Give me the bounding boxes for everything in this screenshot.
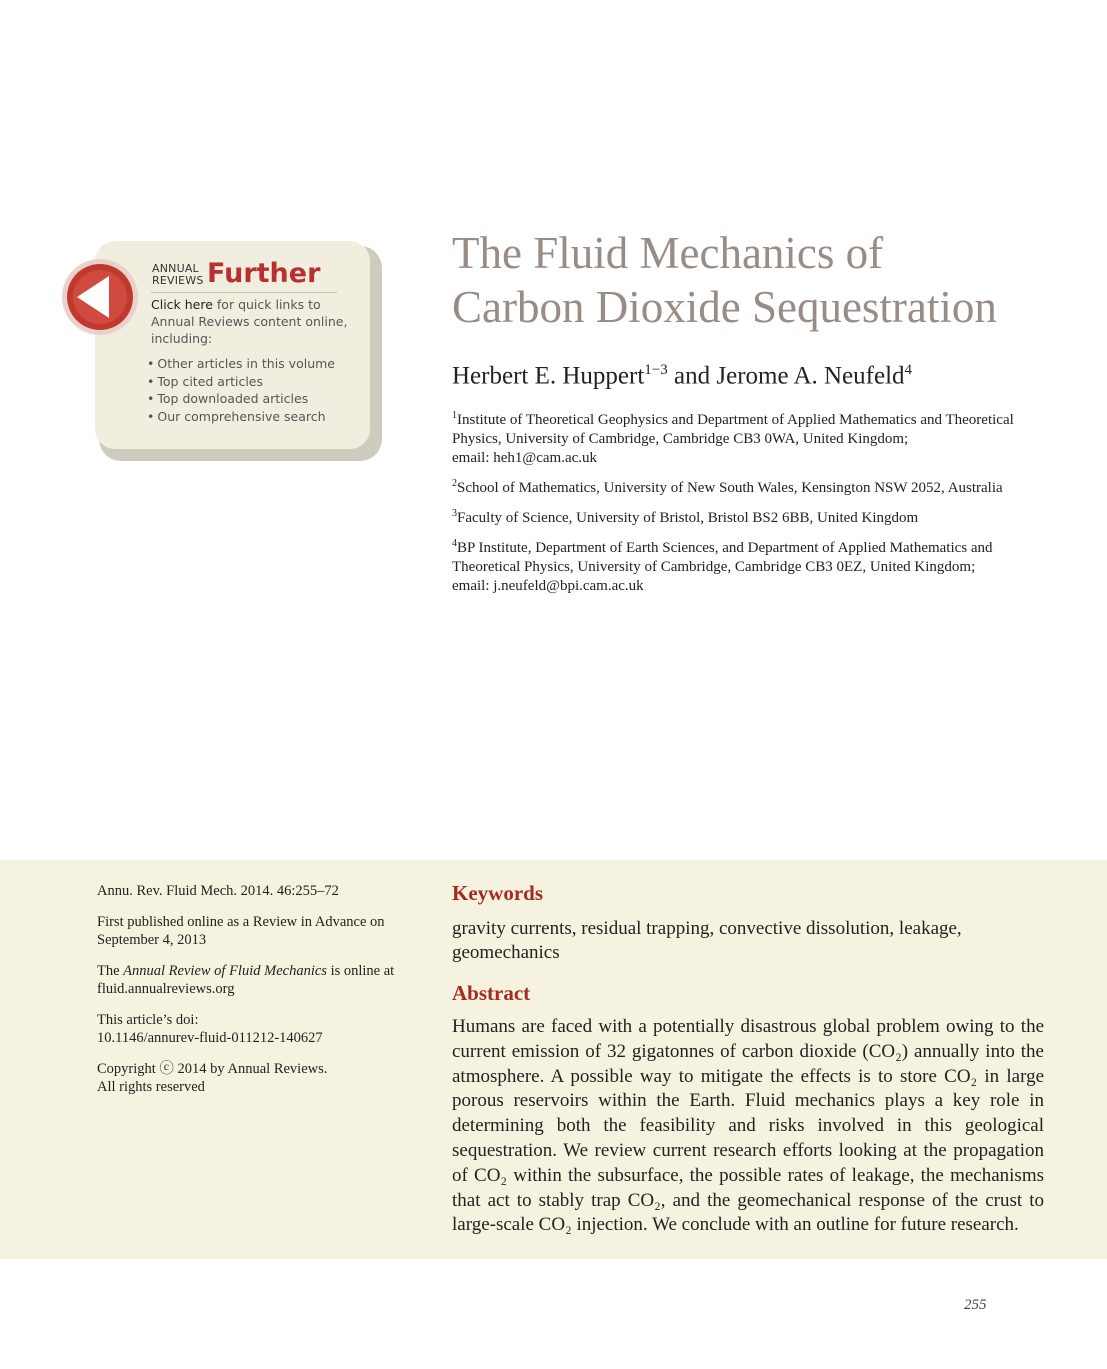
affiliation-number: 3 xyxy=(452,508,457,519)
keywords-text: gravity currents, residual trapping, convective dissolution, leakage, geomechanics xyxy=(452,918,962,963)
author-2: Jerome A. Neufeld xyxy=(716,362,905,390)
doi-link[interactable]: 10.1146/annurev-fluid-011212-140627 xyxy=(97,1030,323,1046)
first-published: First published online as a Review in Advance on September 4, 2013 xyxy=(97,913,385,948)
further-description-text: for quick links to Annual Reviews content online, including: xyxy=(151,297,348,346)
back-arrow-icon[interactable] xyxy=(61,258,139,336)
further-link-other-articles[interactable]: • Other articles in this volume xyxy=(147,355,335,373)
keywords-heading: Keywords xyxy=(452,881,543,905)
affiliation-4 xyxy=(452,534,1052,596)
affiliation-3 xyxy=(452,504,1052,528)
copyright: Copyright ⓒ 2014 by Annual Reviews. xyxy=(97,1060,328,1077)
article-title xyxy=(452,226,1072,334)
further-link-top-cited[interactable]: • Top cited articles xyxy=(147,373,335,391)
affiliation-number: 1 xyxy=(452,410,457,421)
affiliation-number: 2 xyxy=(452,478,457,489)
page-number: 255 xyxy=(964,1297,987,1313)
further-divider xyxy=(151,292,337,293)
author-1: Herbert E. Huppert xyxy=(452,362,645,390)
logo-reviews: REVIEWS xyxy=(152,274,204,287)
further-links-list xyxy=(147,355,335,425)
title-line-1: The Fluid Mechanics of xyxy=(452,228,884,278)
author-and: and xyxy=(667,362,717,390)
affiliation-text: BP Institute, Department of Earth Sciences, and Department of Applied Mathematics and Theoretical Physics, University of Cambridge, Cambridge CB3 0EZ, United Kingdom; xyxy=(452,540,993,575)
doi-block xyxy=(97,1011,417,1048)
further-description xyxy=(151,296,351,347)
rights: All rights reserved xyxy=(97,1079,205,1095)
title-line-2: Carbon Dioxide Sequestration xyxy=(452,282,997,332)
doi-label: This article’s doi: xyxy=(97,1011,199,1028)
affiliation-text: School of Mathematics, University of New South Wales, Kensington NSW 2052, Australia xyxy=(457,480,1003,496)
affiliation-email[interactable]: email: j.neufeld@bpi.cam.ac.uk xyxy=(452,578,644,594)
further-link-top-downloaded[interactable]: • Top downloaded articles xyxy=(147,390,335,408)
copyright-block xyxy=(97,1060,417,1097)
author-2-affil: 4 xyxy=(904,362,913,378)
journal-name: Annual Review of Fluid Mechanics xyxy=(123,962,327,979)
affiliations xyxy=(452,406,1052,602)
click-here-link[interactable]: Click here xyxy=(151,297,213,312)
citation: Annu. Rev. Fluid Mech. 2014. 46:255–72 xyxy=(97,883,339,899)
affiliation-2 xyxy=(452,474,1052,498)
online-note-pre: The xyxy=(97,962,124,979)
article-metadata xyxy=(97,882,417,1109)
author-list xyxy=(452,362,912,390)
further-heading: Further xyxy=(207,258,321,289)
logo-annual: ANNUAL xyxy=(152,262,199,275)
affiliation-email[interactable]: email: heh1@cam.ac.uk xyxy=(452,450,598,466)
abstract-text: Humans are faced with a potentially disastrous global problem owing to the current emission of 32 gigatonnes of carbon dioxide (CO₂) annually into the atmosphere. A possible way to mitigate the effects is to store CO₂ in large porous reservoirs within the Earth. Fluid mechanics plays a key role in determining both the feasibility and risks involved in this geological sequestration. We review current research efforts looking at the propagation of CO₂ within the subsurface, the possible rates of leakage, the mechanisms that act to stably trap CO₂, and the geomechanical response of the crust to large-scale CO₂ injection. We conclude with an outline for future research. xyxy=(452,1016,1044,1236)
online-note-post: is online at fluid.annualreviews.org xyxy=(97,962,395,997)
abstract-heading: Abstract xyxy=(452,981,531,1005)
affiliation-text: Institute of Theoretical Geophysics and Department of Applied Mathematics and Theoretical Physics, University of Cambridge, Cambridge CB3 0WA, United Kingdom; xyxy=(452,412,1014,447)
affiliation-text: Faculty of Science, University of Bristol, Bristol BS2 6BB, United Kingdom xyxy=(457,510,919,526)
further-link-search[interactable]: • Our comprehensive search xyxy=(147,408,335,426)
affiliation-1 xyxy=(452,406,1052,468)
affiliation-number: 4 xyxy=(452,538,457,549)
annual-reviews-logo xyxy=(152,263,204,287)
online-note xyxy=(97,962,417,999)
author-1-affil: 1−3 xyxy=(644,362,668,378)
